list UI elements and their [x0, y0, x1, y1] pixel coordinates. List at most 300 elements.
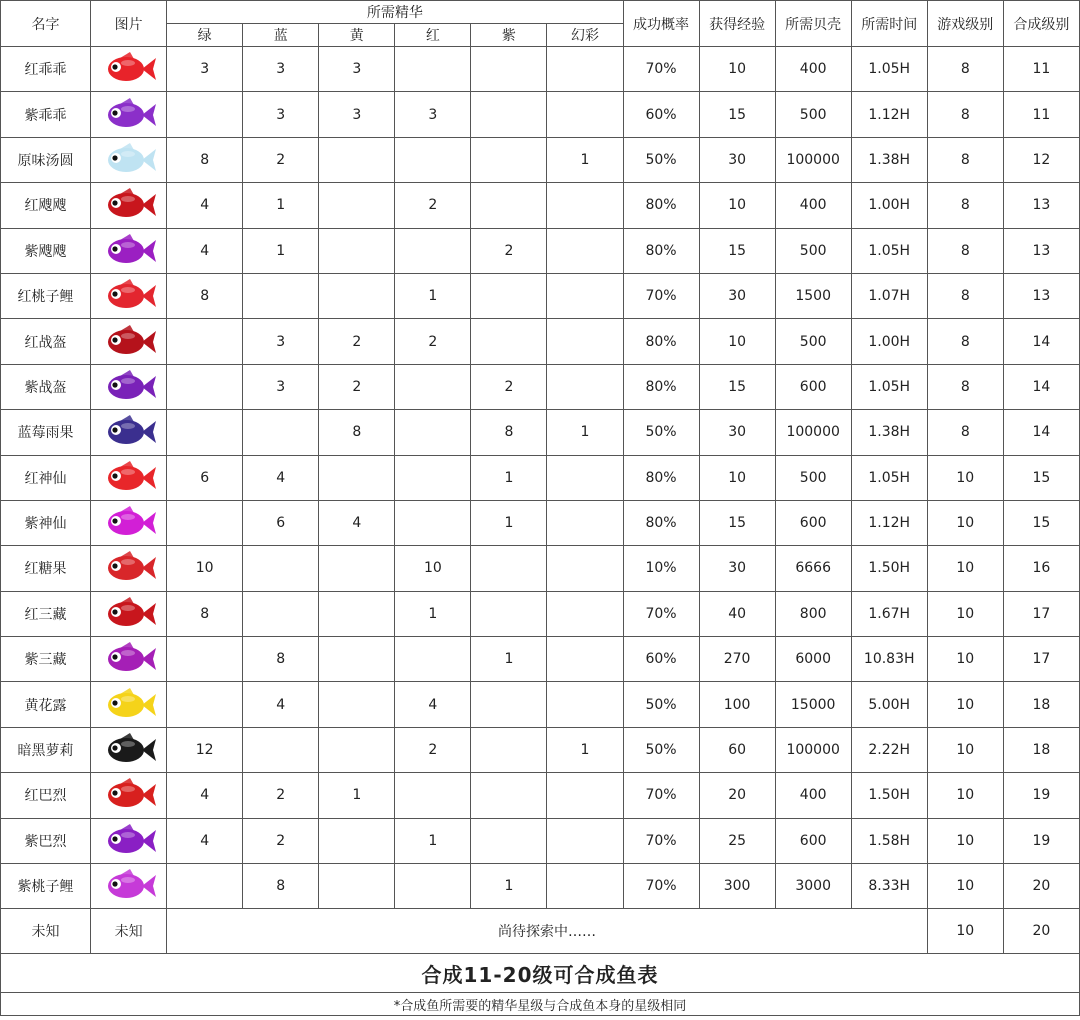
essence-blue: 6	[243, 500, 319, 545]
essence-green: 4	[167, 228, 243, 273]
success-rate: 50%	[623, 682, 699, 727]
essence-purple: 2	[471, 228, 547, 273]
fish-name: 紫巴烈	[1, 818, 91, 863]
synth-level: 12	[1003, 137, 1079, 182]
table-row	[1, 455, 1080, 500]
essence-yellow	[319, 273, 395, 318]
fish-image	[91, 183, 167, 228]
essence-red	[395, 364, 471, 409]
essence-rainbow	[547, 364, 623, 409]
essence-green: 12	[167, 727, 243, 772]
red-helmet-fish-icon	[100, 324, 158, 360]
synth-level: 15	[1003, 455, 1079, 500]
essence-green	[167, 410, 243, 455]
essence-yellow: 1	[319, 773, 395, 818]
essence-blue: 3	[243, 319, 319, 364]
game-level: 8	[927, 364, 1003, 409]
essence-blue: 4	[243, 455, 319, 500]
time-cost: 2.22H	[851, 727, 927, 772]
essence-blue: 2	[243, 773, 319, 818]
essence-green	[167, 637, 243, 682]
table-row	[1, 364, 1080, 409]
essence-yellow	[319, 682, 395, 727]
purple-helmet-fish-icon	[100, 369, 158, 405]
success-rate: 50%	[623, 137, 699, 182]
fish-image	[91, 500, 167, 545]
table-row	[1, 591, 1080, 636]
essence-blue: 8	[243, 637, 319, 682]
shell-cost: 800	[775, 591, 851, 636]
fish-name: 红飕飕	[1, 183, 91, 228]
fish-name: 暗黑萝莉	[1, 727, 91, 772]
header-success-rate: 成功概率	[623, 1, 699, 47]
game-level: 8	[927, 273, 1003, 318]
shell-cost: 1500	[775, 273, 851, 318]
synth-level: 13	[1003, 183, 1079, 228]
shell-cost: 600	[775, 818, 851, 863]
essence-green	[167, 92, 243, 137]
red-round-fish-icon	[100, 51, 158, 87]
essence-purple	[471, 682, 547, 727]
synth-level: 17	[1003, 591, 1079, 636]
game-level: 10	[927, 773, 1003, 818]
essence-purple: 1	[471, 637, 547, 682]
fish-name: 红糖果	[1, 546, 91, 591]
table-row-unknown	[1, 909, 1080, 954]
essence-rainbow: 1	[547, 410, 623, 455]
essence-rainbow	[547, 546, 623, 591]
essence-rainbow	[547, 92, 623, 137]
essence-yellow	[319, 818, 395, 863]
time-cost: 1.50H	[851, 546, 927, 591]
synth-level: 13	[1003, 228, 1079, 273]
essence-red: 10	[395, 546, 471, 591]
unknown-synth-level: 20	[1003, 909, 1079, 954]
synth-level: 18	[1003, 682, 1079, 727]
fish-name: 紫战盔	[1, 364, 91, 409]
essence-purple	[471, 183, 547, 228]
essence-rainbow	[547, 591, 623, 636]
purple-round-fish-icon	[100, 97, 158, 133]
success-rate: 70%	[623, 818, 699, 863]
essence-blue: 3	[243, 47, 319, 92]
dumpling-fish-icon	[100, 142, 158, 178]
table-row	[1, 727, 1080, 772]
essence-blue: 1	[243, 228, 319, 273]
game-level: 8	[927, 92, 1003, 137]
essence-yellow: 2	[319, 319, 395, 364]
essence-purple	[471, 47, 547, 92]
exp-gain: 60	[699, 727, 775, 772]
header-essence-rainbow: 幻彩	[547, 24, 623, 47]
game-level: 8	[927, 319, 1003, 364]
table-row	[1, 273, 1080, 318]
shell-cost: 500	[775, 228, 851, 273]
essence-yellow	[319, 137, 395, 182]
essence-yellow: 8	[319, 410, 395, 455]
fish-name: 红战盔	[1, 319, 91, 364]
essence-red: 3	[395, 92, 471, 137]
table-row	[1, 137, 1080, 182]
essence-rainbow	[547, 773, 623, 818]
essence-rainbow	[547, 864, 623, 909]
essence-blue: 3	[243, 92, 319, 137]
essence-red	[395, 500, 471, 545]
essence-purple	[471, 546, 547, 591]
essence-green	[167, 500, 243, 545]
time-cost: 1.05H	[851, 228, 927, 273]
essence-red	[395, 773, 471, 818]
table-title: 合成11-20级可合成鱼表	[1, 954, 1080, 993]
fish-name: 红三藏	[1, 591, 91, 636]
time-cost: 10.83H	[851, 637, 927, 682]
essence-red	[395, 228, 471, 273]
exp-gain: 300	[699, 864, 775, 909]
game-level: 10	[927, 864, 1003, 909]
time-cost: 1.12H	[851, 92, 927, 137]
fish-name: 红神仙	[1, 455, 91, 500]
shell-cost: 100000	[775, 727, 851, 772]
header-essence-blue: 蓝	[243, 24, 319, 47]
red-dart-fish-icon	[100, 187, 158, 223]
essence-red	[395, 455, 471, 500]
synth-level: 14	[1003, 319, 1079, 364]
synth-level: 14	[1003, 364, 1079, 409]
fish-image	[91, 455, 167, 500]
fish-image	[91, 228, 167, 273]
game-level: 8	[927, 183, 1003, 228]
fish-name: 紫桃子鲤	[1, 864, 91, 909]
game-level: 10	[927, 591, 1003, 636]
time-cost: 1.12H	[851, 500, 927, 545]
essence-purple: 1	[471, 500, 547, 545]
essence-rainbow	[547, 818, 623, 863]
shell-cost: 500	[775, 455, 851, 500]
essence-rainbow	[547, 183, 623, 228]
essence-purple	[471, 591, 547, 636]
essence-red	[395, 864, 471, 909]
unknown-image: 未知	[91, 909, 167, 954]
exp-gain: 20	[699, 773, 775, 818]
essence-green	[167, 319, 243, 364]
essence-blue	[243, 546, 319, 591]
essence-green: 8	[167, 591, 243, 636]
exp-gain: 15	[699, 500, 775, 545]
essence-red	[395, 410, 471, 455]
exp-gain: 30	[699, 546, 775, 591]
synth-level: 20	[1003, 864, 1079, 909]
shell-cost: 600	[775, 364, 851, 409]
header-synth-level: 合成级别	[1003, 1, 1079, 47]
table-row	[1, 682, 1080, 727]
essence-green	[167, 364, 243, 409]
fish-image	[91, 364, 167, 409]
essence-blue: 8	[243, 864, 319, 909]
fish-name: 紫乖乖	[1, 92, 91, 137]
synth-level: 17	[1003, 637, 1079, 682]
fish-image	[91, 864, 167, 909]
essence-green: 4	[167, 773, 243, 818]
essence-purple	[471, 818, 547, 863]
game-level: 8	[927, 228, 1003, 273]
header-exp: 获得经验	[699, 1, 775, 47]
shell-cost: 100000	[775, 137, 851, 182]
game-level: 10	[927, 818, 1003, 863]
fish-image	[91, 273, 167, 318]
game-level: 10	[927, 637, 1003, 682]
unknown-name: 未知	[1, 909, 91, 954]
time-cost: 5.00H	[851, 682, 927, 727]
dark-fish-icon	[100, 732, 158, 768]
fish-image	[91, 591, 167, 636]
success-rate: 80%	[623, 183, 699, 228]
essence-rainbow	[547, 319, 623, 364]
table-row	[1, 500, 1080, 545]
exp-gain: 10	[699, 319, 775, 364]
shell-cost: 400	[775, 183, 851, 228]
shell-cost: 500	[775, 92, 851, 137]
essence-rainbow	[547, 500, 623, 545]
essence-yellow	[319, 864, 395, 909]
exp-gain: 30	[699, 410, 775, 455]
shell-cost: 3000	[775, 864, 851, 909]
time-cost: 1.38H	[851, 410, 927, 455]
fish-image	[91, 727, 167, 772]
synth-level: 14	[1003, 410, 1079, 455]
game-level: 8	[927, 410, 1003, 455]
exp-gain: 30	[699, 273, 775, 318]
synth-level: 11	[1003, 92, 1079, 137]
success-rate: 80%	[623, 500, 699, 545]
exp-gain: 40	[699, 591, 775, 636]
success-rate: 60%	[623, 92, 699, 137]
fish-name: 紫神仙	[1, 500, 91, 545]
exp-gain: 100	[699, 682, 775, 727]
time-cost: 1.05H	[851, 364, 927, 409]
essence-rainbow	[547, 273, 623, 318]
essence-red: 2	[395, 183, 471, 228]
time-cost: 1.00H	[851, 319, 927, 364]
header-shells: 所需贝壳	[775, 1, 851, 47]
essence-red: 1	[395, 818, 471, 863]
header-name: 名字	[1, 1, 91, 47]
shell-cost: 6000	[775, 637, 851, 682]
fish-image	[91, 773, 167, 818]
essence-rainbow	[547, 47, 623, 92]
essence-rainbow: 1	[547, 727, 623, 772]
essence-yellow	[319, 727, 395, 772]
essence-rainbow	[547, 228, 623, 273]
essence-red: 2	[395, 727, 471, 772]
time-cost: 1.50H	[851, 773, 927, 818]
success-rate: 80%	[623, 228, 699, 273]
game-level: 10	[927, 455, 1003, 500]
essence-red	[395, 637, 471, 682]
table-row	[1, 773, 1080, 818]
essence-purple: 1	[471, 455, 547, 500]
unknown-game-level: 10	[927, 909, 1003, 954]
essence-green: 10	[167, 546, 243, 591]
essence-green: 8	[167, 137, 243, 182]
table-row	[1, 92, 1080, 137]
header-essence-group: 所需精华	[167, 1, 623, 24]
time-cost: 1.67H	[851, 591, 927, 636]
essence-purple: 8	[471, 410, 547, 455]
essence-blue	[243, 591, 319, 636]
fish-name: 红乖乖	[1, 47, 91, 92]
game-level: 10	[927, 500, 1003, 545]
essence-rainbow	[547, 682, 623, 727]
essence-purple: 2	[471, 364, 547, 409]
exp-gain: 10	[699, 455, 775, 500]
synth-level: 19	[1003, 818, 1079, 863]
yellow-flower-fish-icon	[100, 687, 158, 723]
essence-green	[167, 864, 243, 909]
purple-dart-fish-icon	[100, 233, 158, 269]
essence-yellow: 2	[319, 364, 395, 409]
red-spiky-fish-icon	[100, 596, 158, 632]
success-rate: 70%	[623, 47, 699, 92]
fish-name: 红巴烈	[1, 773, 91, 818]
essence-green: 6	[167, 455, 243, 500]
essence-yellow	[319, 546, 395, 591]
success-rate: 50%	[623, 410, 699, 455]
red-angel-fish-icon	[100, 460, 158, 496]
fish-image	[91, 47, 167, 92]
essence-rainbow	[547, 637, 623, 682]
purple-angel-fish-icon	[100, 505, 158, 541]
essence-red: 4	[395, 682, 471, 727]
fish-image	[91, 682, 167, 727]
success-rate: 50%	[623, 727, 699, 772]
essence-blue: 2	[243, 818, 319, 863]
essence-blue: 2	[243, 137, 319, 182]
essence-yellow	[319, 455, 395, 500]
exp-gain: 15	[699, 364, 775, 409]
success-rate: 70%	[623, 773, 699, 818]
fish-name: 紫三藏	[1, 637, 91, 682]
header-time: 所需时间	[851, 1, 927, 47]
exp-gain: 30	[699, 137, 775, 182]
essence-green: 8	[167, 273, 243, 318]
essence-rainbow	[547, 455, 623, 500]
purple-crown-fish-icon	[100, 823, 158, 859]
fish-name: 黄花露	[1, 682, 91, 727]
fish-name: 紫飕飕	[1, 228, 91, 273]
shell-cost: 400	[775, 773, 851, 818]
essence-purple	[471, 137, 547, 182]
essence-blue	[243, 410, 319, 455]
header-essence-red: 红	[395, 24, 471, 47]
synth-level: 11	[1003, 47, 1079, 92]
essence-yellow	[319, 183, 395, 228]
success-rate: 70%	[623, 591, 699, 636]
time-cost: 1.07H	[851, 273, 927, 318]
essence-red: 2	[395, 319, 471, 364]
essence-red: 1	[395, 273, 471, 318]
fish-image	[91, 818, 167, 863]
shell-cost: 15000	[775, 682, 851, 727]
fish-name: 原味汤圆	[1, 137, 91, 182]
essence-blue: 3	[243, 364, 319, 409]
essence-red	[395, 47, 471, 92]
fish-name: 红桃子鲤	[1, 273, 91, 318]
essence-purple	[471, 273, 547, 318]
candy-fish-icon	[100, 550, 158, 586]
header-game-level: 游戏级别	[927, 1, 1003, 47]
exp-gain: 10	[699, 47, 775, 92]
purple-carp-icon	[100, 868, 158, 904]
table-row	[1, 319, 1080, 364]
unknown-note: 尚待探索中……	[167, 909, 928, 954]
synth-level: 13	[1003, 273, 1079, 318]
table-row	[1, 864, 1080, 909]
table-row	[1, 546, 1080, 591]
synth-level: 15	[1003, 500, 1079, 545]
shell-cost: 500	[775, 319, 851, 364]
table-row	[1, 228, 1080, 273]
fish-image	[91, 137, 167, 182]
blueberry-fish-icon	[100, 414, 158, 450]
table-row	[1, 637, 1080, 682]
essence-purple	[471, 773, 547, 818]
essence-blue	[243, 727, 319, 772]
essence-purple	[471, 319, 547, 364]
time-cost: 1.38H	[851, 137, 927, 182]
fish-image	[91, 319, 167, 364]
game-level: 8	[927, 47, 1003, 92]
essence-red: 1	[395, 591, 471, 636]
essence-purple: 1	[471, 864, 547, 909]
shell-cost: 100000	[775, 410, 851, 455]
essence-yellow: 4	[319, 500, 395, 545]
essence-green	[167, 682, 243, 727]
synth-level: 19	[1003, 773, 1079, 818]
time-cost: 1.00H	[851, 183, 927, 228]
red-crown-fish-icon	[100, 777, 158, 813]
red-carp-icon	[100, 278, 158, 314]
essence-purple	[471, 727, 547, 772]
essence-purple	[471, 92, 547, 137]
synth-level: 16	[1003, 546, 1079, 591]
header-essence-yellow: 黄	[319, 24, 395, 47]
success-rate: 80%	[623, 364, 699, 409]
essence-yellow	[319, 228, 395, 273]
shell-cost: 400	[775, 47, 851, 92]
success-rate: 70%	[623, 864, 699, 909]
success-rate: 80%	[623, 319, 699, 364]
fish-image	[91, 546, 167, 591]
exp-gain: 10	[699, 183, 775, 228]
table-row	[1, 410, 1080, 455]
essence-green: 4	[167, 818, 243, 863]
essence-yellow	[319, 637, 395, 682]
game-level: 10	[927, 682, 1003, 727]
essence-rainbow: 1	[547, 137, 623, 182]
header-essence-purple: 紫	[471, 24, 547, 47]
time-cost: 8.33H	[851, 864, 927, 909]
essence-blue: 1	[243, 183, 319, 228]
exp-gain: 270	[699, 637, 775, 682]
header-essence-green: 绿	[167, 24, 243, 47]
time-cost: 1.58H	[851, 818, 927, 863]
essence-blue	[243, 273, 319, 318]
essence-blue: 4	[243, 682, 319, 727]
essence-yellow: 3	[319, 92, 395, 137]
fish-image	[91, 92, 167, 137]
success-rate: 60%	[623, 637, 699, 682]
time-cost: 1.05H	[851, 47, 927, 92]
